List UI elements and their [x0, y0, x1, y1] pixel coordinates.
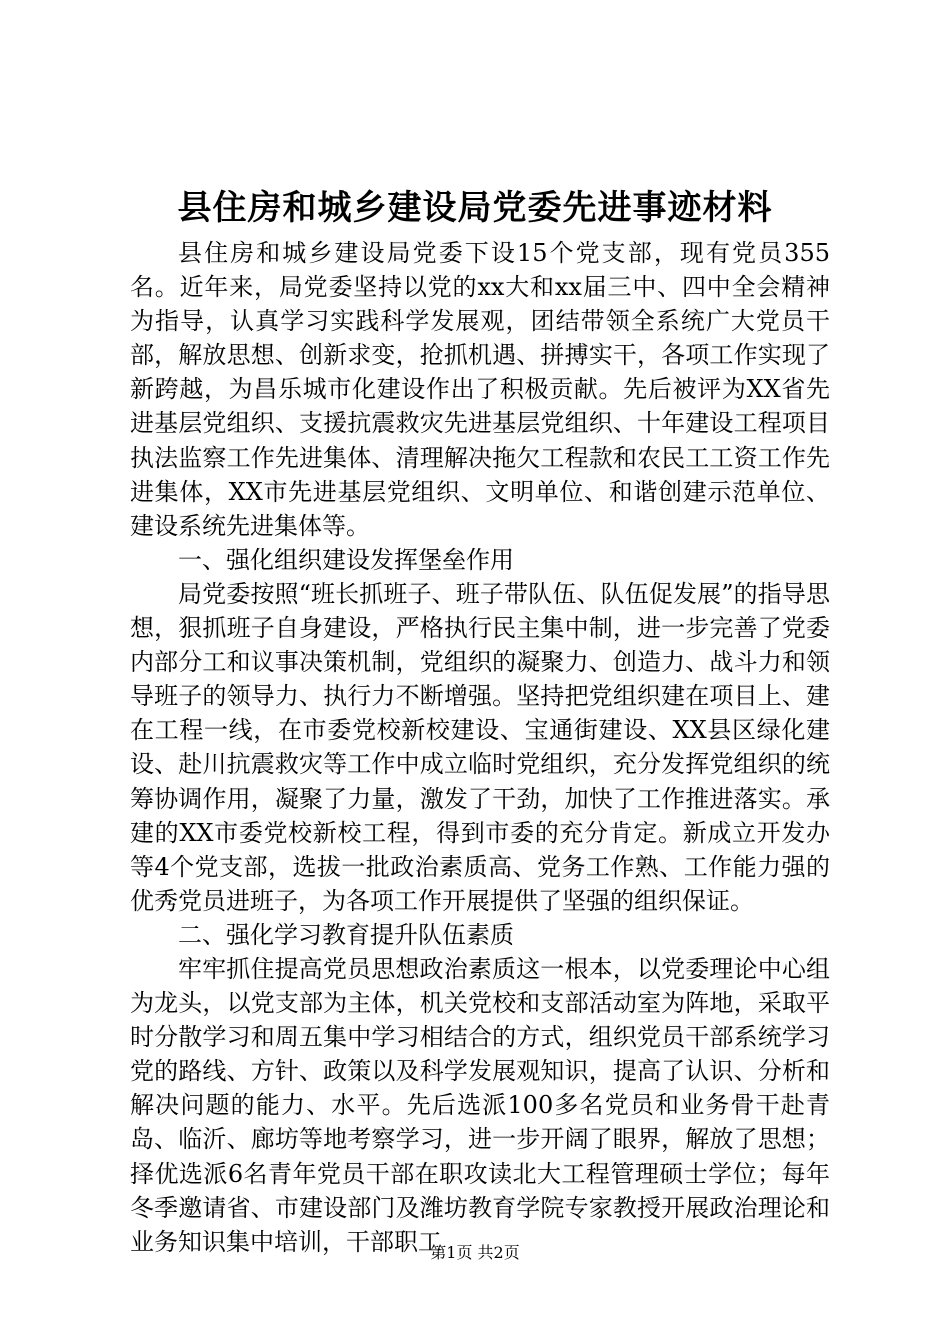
document-title: 县住房和城乡建设局党委先进事迹材料 [177, 188, 773, 228]
document-body [130, 236, 830, 1259]
paragraph-section-1: 局党委按照“班长抓班子、班子带队伍、队伍促发展”的指导思想，狠抓班子自身建设，严格执行民主集中制，进一步完善了党委内部分工和议事决策机制，党组织的凝聚力、创造力、战斗力和领导班子的领导力、执行力不断增强。坚持把党组织建在项目上、建在工程一线，在市委党校新校建设、宝通街建设、XX县区绿化建设、赴川抗震救灾等工作中成立临时党组织，充分发挥党组织的统筹协调作用，凝聚了力量，激发了干劲，加快了工作推进落实。承建的XX市委党校新校工程，得到市委的充分肯定。新成立开发办等4个党支部，选拔一批政治素质高、党务工作熟、工作能力强的优秀党员进班子，为各项工作开展提供了坚强的组织保证。 [130, 579, 830, 915]
page-footer: 第1页 共2页 [430, 1243, 520, 1262]
paragraph-intro: 县住房和城乡建设局党委下设15个党支部，现有党员355名。近年来，局党委坚持以党的xx大和xx届三中、四中全会精神为指导，认真学习实践科学发展观，团结带领全系统广大党员干部，解放思想、创新求变，抢抓机遇、拼搏实干，各项工作实现了新跨越，为昌乐城市化建设作出了积极贡献。先后被评为XX省先进基层党组织、支援抗震救灾先进基层党组织、十年建设工程项目执法监察工作先进集体、清理解决拖欠工程款和农民工工资工作先进集体，XX市先进基层党组织、文明单位、和谐创建示范单位、建设系统先进集体等。 [130, 239, 830, 540]
section-heading-1: 一、强化组织建设发挥堡垒作用 [178, 545, 514, 574]
section-heading-2: 二、强化学习教育提升队伍素质 [178, 920, 514, 949]
paragraph-section-2: 牢牢抓住提高党员思想政治素质这一根本，以党委理论中心组为龙头，以党支部为主体，机关党校和支部活动室为阵地，采取平时分散学习和周五集中学习相结合的方式，组织党员干部系统学习党的路线、方针、政策以及科学发展观知识，提高了认识、分析和解决问题的能力、水平。先后选派100多名党员和业务骨干赴青岛、临沂、廊坊等地考察学习，进一步开阔了眼界，解放了思想；择优选派6名青年党员干部在职攻读北大工程管理硕士学位；每年冬季邀请省、市建设部门及潍坊教育学院专家教授开展政治理论和业务知识集中培训，干部职工 [130, 954, 830, 1256]
